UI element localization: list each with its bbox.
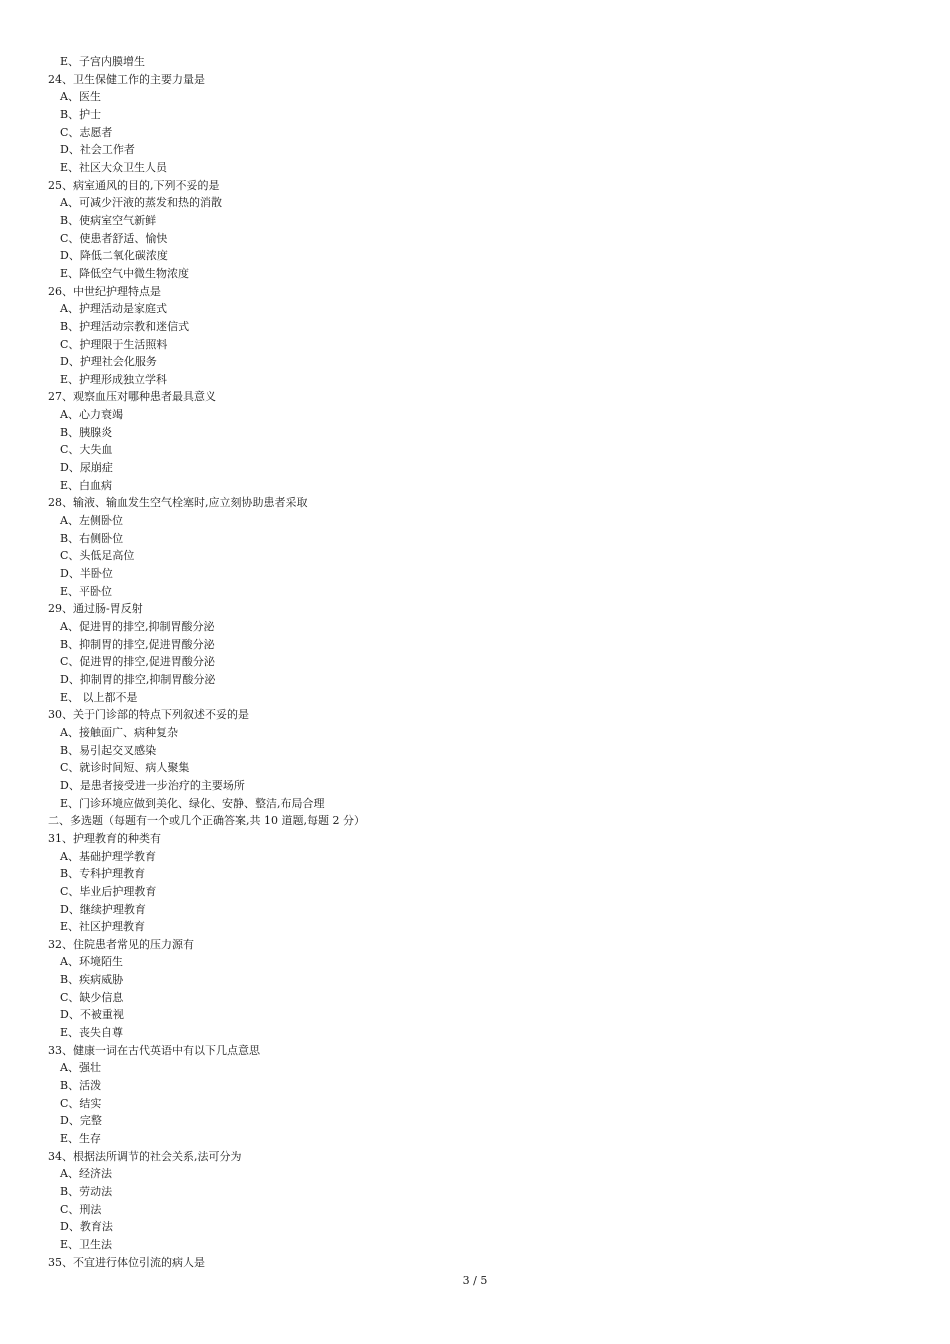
- answer-option: E、降低空气中微生物浓度: [60, 266, 190, 280]
- answer-option: C、毕业后护理教育: [60, 884, 157, 898]
- answer-option: D、半卧位: [60, 567, 113, 581]
- question-stem: 34、根据法所调节的社会关系,法可分为: [48, 1149, 242, 1163]
- answer-option: E、 以上都不是: [60, 690, 138, 704]
- answer-option: C、志愿者: [60, 125, 113, 139]
- answer-option: A、左侧卧位: [60, 514, 123, 528]
- answer-option: E、子宫内膜增生: [60, 55, 146, 68]
- question-stem: 29、通过肠-胃反射: [48, 602, 143, 616]
- answer-option: B、抑制胃的排空,促进胃酸分泌: [60, 637, 215, 651]
- answer-option: D、是患者接受进一步治疗的主要场所: [60, 778, 245, 792]
- answer-option: B、护士: [60, 107, 102, 121]
- question-stem: 27、观察血压对哪种患者最具意义: [48, 390, 216, 404]
- answer-option: E、护理形成独立学科: [60, 372, 168, 386]
- page-number: 3 / 5: [462, 1274, 488, 1287]
- question-stem: 28、输液、输血发生空气栓塞时,应立刻协助患者采取: [48, 496, 308, 510]
- answer-option: A、护理活动是家庭式: [60, 302, 167, 316]
- answer-option: B、专科护理教育: [60, 867, 146, 881]
- answer-option: B、护理活动宗教和迷信式: [60, 319, 190, 333]
- question-stem: 26、中世纪护理特点是: [48, 284, 161, 298]
- answer-option: C、护理限于生活照料: [60, 337, 168, 351]
- answer-option: E、丧失自尊: [60, 1026, 124, 1040]
- answer-option: B、疾病威胁: [60, 973, 124, 987]
- answer-option: E、白血病: [60, 478, 113, 492]
- answer-option: E、社区大众卫生人员: [60, 160, 168, 174]
- answer-option: B、劳动法: [60, 1185, 113, 1198]
- answer-option: D、尿崩症: [60, 461, 113, 475]
- answer-option: A、促进胃的排空,抑制胃酸分泌: [60, 620, 215, 633]
- question-stem: 24、卫生保健工作的主要力量是: [48, 72, 205, 86]
- answer-option: D、教育法: [60, 1220, 113, 1234]
- answer-option: E、社区护理教育: [60, 920, 146, 934]
- answer-option: A、医生: [60, 90, 101, 104]
- answer-option: D、护理社会化服务: [60, 355, 157, 369]
- answer-option: C、就诊时间短、病人聚集: [60, 761, 190, 775]
- answer-option: B、右侧卧位: [60, 531, 124, 545]
- section-heading: 二、多选题（每题有一个或几个正确答案,共 10 道题,每题 2 分）: [48, 814, 365, 828]
- question-stem: 35、不宜进行体位引流的病人是: [48, 1255, 205, 1269]
- answer-option: E、平卧位: [60, 584, 113, 598]
- answer-option: A、环境陌生: [60, 955, 123, 969]
- answer-option: D、继续护理教育: [60, 902, 146, 916]
- answer-option: D、社会工作者: [60, 143, 135, 157]
- answer-option: E、卫生法: [60, 1237, 113, 1251]
- answer-option: A、接触面广、病种复杂: [60, 725, 178, 739]
- answer-option: C、使患者舒适、愉快: [60, 231, 168, 245]
- answer-option: B、胰腺炎: [60, 425, 113, 439]
- answer-option: D、完整: [60, 1114, 102, 1128]
- answer-option: C、缺少信息: [60, 990, 124, 1004]
- answer-option: D、不被重视: [60, 1008, 124, 1022]
- answer-option: A、基础护理学教育: [60, 849, 156, 863]
- question-stem: 25、病室通风的目的,下列不妥的是: [48, 178, 220, 192]
- answer-option: A、经济法: [60, 1167, 112, 1181]
- answer-option: A、心力衰竭: [60, 408, 123, 422]
- question-stem: 33、健康一词在古代英语中有以下几点意思: [48, 1043, 260, 1057]
- answer-option: E、生存: [60, 1132, 102, 1146]
- answer-option: B、活泼: [60, 1079, 102, 1093]
- answer-option: C、刑法: [60, 1202, 102, 1216]
- question-stem: 30、关于门诊部的特点下列叙述不妥的是: [48, 708, 249, 722]
- answer-option: D、降低二氧化碳浓度: [60, 249, 168, 263]
- answer-option: B、使病室空气新鲜: [60, 213, 157, 227]
- question-stem: 32、住院患者常见的压力源有: [48, 937, 194, 951]
- answer-option: C、结实: [60, 1096, 102, 1110]
- question-stem: 31、护理教育的种类有: [48, 831, 161, 845]
- answer-option: C、头低足高位: [60, 549, 135, 563]
- answer-option: A、强壮: [60, 1061, 101, 1075]
- answer-option: A、可减少汗液的蒸发和热的消散: [60, 196, 222, 210]
- answer-option: B、易引起交叉感染: [60, 743, 157, 757]
- answer-option: C、大失血: [60, 443, 113, 457]
- answer-option: D、抑制胃的排空,抑制胃酸分泌: [60, 672, 216, 686]
- answer-option: C、促进胃的排空,促进胃酸分泌: [60, 655, 215, 669]
- answer-option: E、门诊环境应做到美化、绿化、安静、整洁,布局合理: [60, 796, 325, 810]
- document-body: [48, 53, 908, 1271]
